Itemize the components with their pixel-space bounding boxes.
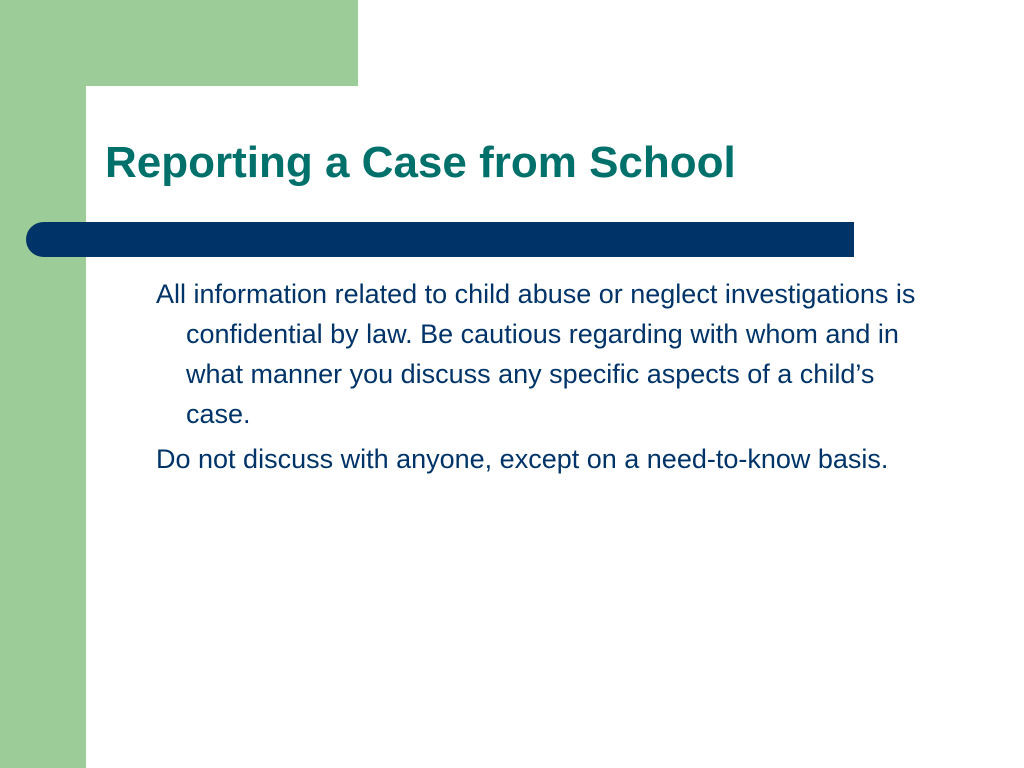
slide-title: Reporting a Case from School [105,138,736,187]
left-green-band [0,0,86,768]
slide-body [156,274,926,484]
top-green-band [0,0,358,86]
title-underline-bar [26,222,854,257]
body-paragraph-need-to-know: Do not discuss with anyone, except on a need-to-know basis. [156,444,889,474]
body-paragraph-confidential: All information related to child abuse or neglect investigations is confidential by law. Be cautious regarding with whom and in what manner you discuss any specific aspects of a child’s case. [156,279,916,429]
